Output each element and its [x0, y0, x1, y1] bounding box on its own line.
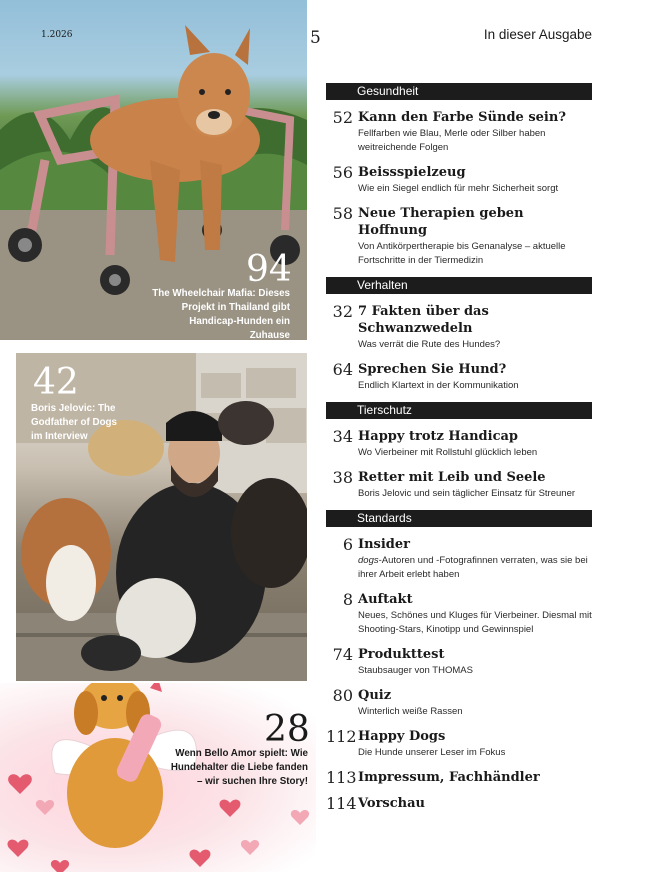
table-of-contents	[326, 83, 592, 821]
entry-page: 56	[332, 163, 353, 182]
entry-title: Happy Dogs	[358, 729, 446, 744]
entry-description: Die Hunde unserer Leser im Fokus	[358, 747, 506, 758]
entry-title: 7 Fakten über das Schwanzwedeln	[358, 304, 489, 336]
toc-entry[interactable]	[326, 469, 592, 501]
entry-description: Endlich Klartext in der Kommunikation	[358, 380, 519, 391]
toc-section-standards	[326, 510, 592, 812]
section-bar: Verhalten	[326, 277, 592, 294]
page-number: 5	[310, 28, 321, 48]
toc-entry[interactable]	[326, 303, 592, 352]
feature-page-number: 94	[246, 249, 292, 290]
toc-entry[interactable]	[326, 795, 592, 812]
toc-entry[interactable]	[326, 109, 592, 155]
entry-title: Produkttest	[358, 647, 445, 662]
entry-title: Happy trotz Handicap	[358, 429, 519, 444]
entry-description	[358, 554, 592, 582]
entry-description: Winterlich weiße Rassen	[358, 706, 463, 717]
entry-page: 80	[332, 686, 353, 705]
page-title: In dieser Ausgabe	[483, 27, 592, 42]
entry-description: Was verrät die Rute des Hundes?	[358, 339, 501, 350]
entry-description-text: -Autoren und -Fotografinnen verraten, was sie bei ihrer Arbeit erlebt haben	[358, 555, 588, 580]
issue-date: 1.2026	[41, 30, 73, 40]
entry-page: 114	[326, 794, 357, 813]
toc-section-tierschutz	[326, 402, 592, 501]
entry-title: Retter mit Leib und Seele	[358, 470, 546, 485]
entry-page: 8	[342, 590, 353, 609]
entry-title: Sprechen Sie Hund?	[358, 362, 507, 377]
section-bar: Standards	[326, 510, 592, 527]
toc-section-gesundheit	[326, 83, 592, 268]
toc-entry[interactable]	[326, 536, 592, 582]
magazine-name: dogs	[358, 555, 379, 566]
entry-description: Neues, Schönes und Kluges für Vierbeiner. Diesmal mit Shooting-Stars, Kinotipp und Gewinnspiel	[358, 610, 592, 635]
entry-description: Wo Vierbeiner mit Rollstuhl glücklich leben	[358, 447, 538, 458]
entry-title: Beissspielzeug	[358, 165, 466, 180]
entry-page: 34	[332, 427, 353, 446]
entry-page: 112	[326, 727, 357, 746]
entry-page: 52	[332, 108, 353, 127]
entry-description: Staubsauger von THOMAS	[358, 665, 473, 676]
entry-description: Fellfarben wie Blau, Merle oder Silber haben weitreichende Folgen	[358, 128, 546, 153]
section-bar: Tierschutz	[326, 402, 592, 419]
entry-title: Quiz	[358, 688, 392, 703]
entry-page: 38	[332, 468, 353, 487]
section-bar: Gesundheit	[326, 83, 592, 100]
entry-title: Kann den Farbe Sünde sein?	[358, 110, 566, 125]
toc-entry[interactable]	[326, 591, 592, 637]
feature-page-number: 28	[264, 709, 310, 750]
feature-caption: The Wheelchair Mafia: Dieses Projekt in Thailand gibt Handicap-Hunden ein Zuhause	[152, 288, 290, 341]
entry-description: Boris Jelovic und sein täglicher Einsatz für Streuner	[358, 488, 576, 499]
toc-entry[interactable]	[326, 361, 592, 393]
toc-entry[interactable]	[326, 205, 592, 268]
feature-caption: Wenn Bello Amor spielt: Wie Hundehalter die Liebe fanden – wir suchen Ihre Story!	[170, 748, 308, 787]
entry-title: Insider	[358, 537, 410, 552]
entry-page: 74	[332, 645, 353, 664]
feature-caption: Boris Jelovic: The Godfather of Dogs im Interview	[31, 403, 117, 442]
entry-page: 64	[332, 360, 353, 379]
feature-page-number: 42	[33, 362, 79, 403]
toc-entry[interactable]	[326, 646, 592, 678]
toc-entry[interactable]	[326, 428, 592, 460]
toc-entry[interactable]	[326, 769, 592, 786]
entry-title: Auftakt	[358, 592, 413, 607]
entry-title: Vorschau	[358, 796, 425, 811]
toc-entry[interactable]	[326, 687, 592, 719]
entry-description: Wie ein Siegel endlich für mehr Sicherheit sorgt	[358, 183, 559, 194]
entry-page: 32	[332, 302, 353, 321]
entry-title: Impressum, Fachhändler	[358, 770, 540, 785]
entry-page: 58	[332, 204, 353, 223]
entry-description: Von Antikörpertherapie bis Genanalyse – aktuelle Fortschritte in der Tiermedizin	[358, 241, 566, 266]
entry-page: 6	[342, 535, 353, 554]
entry-title: Neue Therapien geben Hoffnung	[358, 206, 524, 238]
toc-entry[interactable]	[326, 164, 592, 196]
toc-section-verhalten	[326, 277, 592, 393]
toc-entry[interactable]	[326, 728, 592, 760]
entry-page: 113	[326, 768, 357, 787]
